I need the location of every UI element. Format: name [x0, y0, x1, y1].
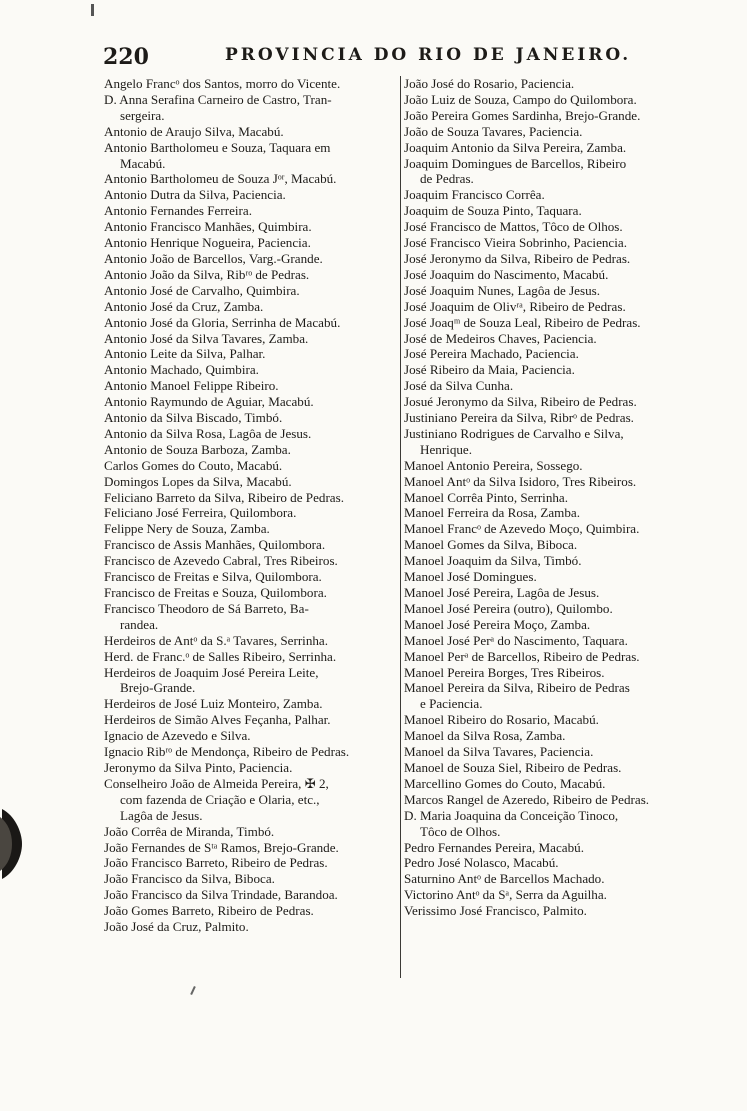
entry-line: João Corrêa de Miranda, Timbó. [104, 823, 275, 839]
entry-line: Herdeiros de Joaquim José Pereira Leite, [104, 664, 319, 680]
entry-line: Antonio José de Carvalho, Quimbira. [104, 282, 300, 298]
directory-entry [404, 840, 711, 856]
entry-line: Francisco de Freitas e Souza, Quilombora. [104, 585, 327, 600]
entry-line: Manoel José Domingues. [404, 569, 537, 585]
entry-line: Antonio José da Gloria, Serrinha de Macabú. [104, 314, 341, 330]
entry-line: Verissimo José Francisco, Palmito. [404, 903, 587, 919]
entry-line: Antonio da Silva Biscado, Timbó. [104, 410, 283, 426]
entry-line: João José da Cruz, Palmito. [104, 919, 249, 935]
entry-continuation: Macabú. [120, 155, 166, 171]
page-speck [190, 986, 196, 995]
directory-entry [104, 521, 398, 537]
entry-line: Marcellino Gomes do Couto, Macabú. [404, 775, 606, 791]
entry-line: Ignacio de Azevedo e Silva. [104, 728, 251, 744]
directory-entry [104, 855, 398, 871]
entry-line: Marcos Rangel de Azeredo, Ribeiro de Pedras. [404, 791, 650, 807]
right-column [404, 76, 711, 919]
entry-line: Herdeiros de Antᵒ da S.ᵃ Tavares, Serrinha. [104, 632, 328, 648]
entry-line: José Ribeiro da Maia, Paciencia. [404, 362, 575, 378]
directory-entry [104, 537, 398, 553]
directory-entry [404, 92, 711, 108]
directory-entry [104, 378, 398, 394]
directory-entry [404, 124, 711, 140]
entry-line: Joaquim Domingues de Barcellos, Ribeiro [404, 155, 627, 171]
directory-entry [404, 728, 711, 744]
directory-entry [404, 553, 711, 569]
entry-line: Francisco Theodoro de Sá Barreto, Ba- [104, 600, 309, 616]
entry-line: Antonio Dutra da Silva, Paciencia. [104, 187, 286, 203]
entry-line: Manoel Gomes da Silva, Biboca. [404, 537, 578, 553]
entry-line: João Gomes Barreto, Ribeiro de Pedras. [104, 903, 314, 919]
entry-continuation: e Paciencia. [420, 696, 483, 712]
entry-line: João Pereira Gomes Sardinha, Brejo-Grande. [404, 107, 641, 123]
directory-entry [404, 156, 711, 188]
directory-entry [404, 792, 711, 808]
directory-entry [404, 855, 711, 871]
directory-entry [404, 283, 711, 299]
entry-line: Antonio Fernandes Ferreira. [104, 203, 252, 219]
running-title: PROVINCIA DO RIO DE JANEIRO. [225, 45, 632, 65]
entry-line: Herdeiros de Simão Alves Feçanha, Palhar. [104, 712, 331, 728]
left-column [104, 76, 398, 935]
entry-line: Feliciano Barreto da Silva, Ribeiro de Pedras. [104, 489, 344, 505]
entry-line: José Joaquim de Olivʳᵃ, Ribeiro de Pedras. [404, 298, 626, 314]
entry-line: José de Medeiros Chaves, Paciencia. [404, 330, 597, 346]
entry-line: Pedro Fernandes Pereira, Macabú. [404, 839, 584, 855]
directory-entry [404, 299, 711, 315]
directory-entry [104, 267, 398, 283]
entry-line: Herd. de Franc.ᵒ de Salles Ribeiro, Serrinha. [104, 648, 337, 664]
directory-entry [404, 474, 711, 490]
entry-line: Antonio de Souza Barboza, Zamba. [104, 441, 291, 457]
entry-continuation: com fazenda de Criação e Olaria, etc., [120, 791, 320, 807]
directory-entry [104, 251, 398, 267]
entry-line: Antonio Raymundo de Aguiar, Macabú. [104, 394, 314, 410]
entry-line: Manoel Antonio Pereira, Sossego. [404, 457, 583, 473]
directory-entry [404, 680, 711, 712]
entry-line: Jeronymo da Silva Pinto, Paciencia. [104, 759, 293, 775]
directory-entry [104, 283, 398, 299]
entry-line: Manoel Perᵃ de Barcellos, Ribeiro de Pedras. [404, 648, 640, 664]
directory-entry [104, 887, 398, 903]
directory-entry [404, 808, 711, 840]
entry-line: Antonio Machado, Quimbira. [104, 362, 259, 378]
entry-line: Manoel Francᵒ de Azevedo Moço, Quimbira. [404, 521, 640, 537]
entry-line: Feliciano José Ferreira, Quilombora. [104, 505, 297, 521]
directory-entry [404, 649, 711, 665]
entry-line: Manoel Pereira da Silva, Ribeiro de Pedras [404, 680, 630, 696]
entry-line: João José do Rosario, Paciencia. [404, 76, 575, 91]
directory-entry [104, 760, 398, 776]
entry-line: José Jeronymo da Silva, Ribeiro de Pedras. [404, 250, 631, 266]
directory-entry [104, 331, 398, 347]
entry-line: Antonio Bartholomeu de Souza Jᵒʳ, Macabú. [104, 171, 337, 187]
directory-entry [104, 426, 398, 442]
entry-continuation: de Pedras. [420, 171, 474, 187]
directory-entry [104, 362, 398, 378]
directory-entry [404, 537, 711, 553]
directory-entry [404, 760, 711, 776]
binding-shadow [0, 805, 28, 883]
directory-entry [104, 776, 398, 824]
entry-line: Josué Jeronymo da Silva, Ribeiro de Pedras. [404, 394, 637, 410]
entry-line: Manoel Antᵒ da Silva Isidoro, Tres Ribeiros. [404, 473, 637, 489]
entry-line: José Joaquim do Nascimento, Macabú. [404, 266, 609, 282]
directory-entry [404, 203, 711, 219]
entry-line: Joaquim de Souza Pinto, Taquara. [404, 203, 582, 219]
directory-entry [404, 76, 711, 92]
entry-line: D. Maria Joaquina da Conceição Tinoco, [404, 807, 619, 823]
entry-line: Conselheiro João de Almeida Pereira, ✠ 2, [104, 775, 329, 791]
directory-entry [104, 871, 398, 887]
directory-entry [404, 410, 711, 426]
entry-line: Justiniano Rodrigues de Carvalho e Silva, [404, 425, 624, 441]
entry-line: Francisco de Azevedo Cabral, Tres Ribeiros. [104, 553, 338, 569]
directory-entry [404, 505, 711, 521]
page-number: 220 [103, 44, 149, 70]
directory-entry [404, 585, 711, 601]
entry-line: Manoel da Silva Rosa, Zamba. [404, 728, 566, 744]
directory-entry [104, 187, 398, 203]
entry-continuation: Henrique. [420, 441, 472, 457]
entry-line: Manoel Ferreira da Rosa, Zamba. [404, 505, 580, 521]
entry-line: Manoel da Silva Tavares, Paciencia. [404, 744, 594, 760]
directory-entry [404, 267, 711, 283]
entry-line: Manoel José Pereira Moço, Zamba. [404, 616, 591, 632]
entry-continuation: randea. [120, 616, 159, 632]
entry-line: Manoel de Souza Siel, Ribeiro de Pedras. [404, 759, 622, 775]
entry-line: José Francisco de Mattos, Tôco de Olhos. [404, 219, 623, 235]
directory-entry [404, 903, 711, 919]
directory-entry [104, 601, 398, 633]
directory-entry [404, 490, 711, 506]
entry-line: Manoel Joaquim da Silva, Timbó. [404, 553, 582, 569]
entry-line: José Joaquim Nunes, Lagôa de Jesus. [404, 282, 601, 298]
entry-line: Justiniano Pereira da Silva, Ribrᵒ de Pedras. [404, 410, 634, 426]
directory-entry [104, 203, 398, 219]
directory-entry [404, 887, 711, 903]
directory-entry [104, 633, 398, 649]
directory-entry [104, 712, 398, 728]
entry-line: José da Silva Cunha. [404, 378, 514, 394]
entry-line: João de Souza Tavares, Paciencia. [404, 123, 583, 139]
directory-entry [104, 235, 398, 251]
entry-line: Felippe Nery de Souza, Zamba. [104, 521, 270, 537]
directory-entry [404, 633, 711, 649]
entry-line: Joaquim Antonio da Silva Pereira, Zamba. [404, 139, 627, 155]
directory-entry [404, 362, 711, 378]
directory-entry [404, 235, 711, 251]
page-speck [91, 4, 94, 16]
column-divider [400, 76, 401, 978]
directory-entry [104, 124, 398, 140]
directory-entry [404, 712, 711, 728]
entry-line: Antonio Leite da Silva, Palhar. [104, 346, 266, 362]
directory-entry [104, 219, 398, 235]
directory-entry [404, 251, 711, 267]
directory-entry [404, 219, 711, 235]
directory-entry [104, 744, 398, 760]
directory-entry [104, 299, 398, 315]
directory-entry [404, 617, 711, 633]
directory-entry [404, 569, 711, 585]
directory-entry [104, 490, 398, 506]
directory-entry [404, 871, 711, 887]
entry-line: Victorino Antᵒ da Sᵃ, Serra da Aguilha. [404, 887, 607, 903]
directory-entry [404, 187, 711, 203]
entry-line: Antonio João da Silva, Ribʳᵒ de Pedras. [104, 266, 310, 282]
directory-entry [104, 458, 398, 474]
directory-entry [104, 442, 398, 458]
entry-line: Antonio Henrique Nogueira, Paciencia. [104, 235, 311, 251]
entry-line: D. Anna Serafina Carneiro de Castro, Tran- [104, 91, 332, 107]
directory-entry [104, 649, 398, 665]
directory-entry [104, 903, 398, 919]
entry-line: Ignacio Ribʳᵒ de Mendonça, Ribeiro de Pedras. [104, 744, 350, 760]
entry-line: Antonio José da Cruz, Zamba. [104, 298, 264, 314]
directory-entry [104, 585, 398, 601]
entry-line: Antonio José da Silva Tavares, Zamba. [104, 330, 309, 346]
entry-line: João Francisco da Silva Trindade, Barandoa. [104, 887, 338, 903]
directory-entry [404, 426, 711, 458]
directory-entry [104, 665, 398, 697]
entry-line: João Francisco Barreto, Ribeiro de Pedras. [104, 855, 328, 871]
entry-line: Manoel José Pereira, Lagôa de Jesus. [404, 585, 600, 600]
entry-line: Manoel José Pereira (outro), Quilombo. [404, 600, 613, 616]
entry-continuation: sergeira. [120, 107, 165, 123]
entry-continuation: Tôco de Olhos. [420, 823, 501, 839]
entry-line: João Francisco da Silva, Biboca. [104, 871, 275, 887]
directory-entry [104, 824, 398, 840]
entry-line: Antonio Francisco Manhães, Quimbira. [104, 219, 312, 235]
directory-entry [404, 346, 711, 362]
entry-line: Manoel Corrêa Pinto, Serrinha. [404, 489, 568, 505]
entry-line: José Joaqᵐ de Souza Leal, Ribeiro de Pedras. [404, 314, 641, 330]
directory-entry [404, 776, 711, 792]
entry-line: Francisco de Assis Manhães, Quilombora. [104, 537, 326, 553]
entry-continuation: Brejo-Grande. [120, 680, 196, 696]
entry-line: Herdeiros de José Luiz Monteiro, Zamba. [104, 696, 323, 712]
entry-line: José Francisco Vieira Sobrinho, Paciencia. [404, 235, 627, 251]
directory-entry [104, 410, 398, 426]
entry-line: Saturnino Antᵒ de Barcellos Machado. [404, 871, 605, 887]
entry-line: João Fernandes de Sᵗᵃ Ramos, Brejo-Grande. [104, 839, 339, 855]
entry-line: Manoel Ribeiro do Rosario, Macabú. [404, 712, 599, 728]
directory-entry [404, 458, 711, 474]
directory-entry [404, 521, 711, 537]
directory-entry [104, 840, 398, 856]
entry-line: Angelo Francᵒ dos Santos, morro do Vicente. [104, 76, 341, 91]
directory-entry [104, 569, 398, 585]
directory-entry [404, 378, 711, 394]
directory-entry [104, 76, 398, 92]
entry-line: José Pereira Machado, Paciencia. [404, 346, 579, 362]
directory-entry [104, 140, 398, 172]
entry-line: Domingos Lopes da Silva, Macabú. [104, 473, 292, 489]
directory-entry [104, 474, 398, 490]
entry-line: Antonio de Araujo Silva, Macabú. [104, 123, 284, 139]
entry-line: Manoel José Perᵃ do Nascimento, Taquara. [404, 632, 628, 648]
entry-line: Antonio Bartholomeu e Souza, Taquara em [104, 139, 331, 155]
directory-entry [404, 665, 711, 681]
directory-entry [104, 696, 398, 712]
directory-entry [104, 315, 398, 331]
directory-entry [404, 394, 711, 410]
directory-entry [404, 315, 711, 331]
directory-entry [404, 140, 711, 156]
directory-entry [104, 171, 398, 187]
entry-continuation: Lagôa de Jesus. [120, 807, 203, 823]
entry-line: Manoel Pereira Borges, Tres Ribeiros. [404, 664, 605, 680]
directory-entry [104, 728, 398, 744]
entry-line: Antonio Manoel Felippe Ribeiro. [104, 378, 279, 394]
entry-line: Francisco de Freitas e Silva, Quilombora. [104, 569, 322, 585]
directory-entry [404, 744, 711, 760]
directory-entry [404, 108, 711, 124]
directory-entry [104, 505, 398, 521]
entry-line: Carlos Gomes do Couto, Macabú. [104, 457, 283, 473]
directory-entry [404, 331, 711, 347]
directory-entry [104, 346, 398, 362]
directory-entry [104, 553, 398, 569]
directory-entry [104, 92, 398, 124]
entry-line: Joaquim Francisco Corrêa. [404, 187, 545, 203]
directory-entry [404, 601, 711, 617]
entry-line: João Luiz de Souza, Campo do Quilombora. [404, 91, 637, 107]
directory-entry [104, 919, 398, 935]
entry-line: Antonio da Silva Rosa, Lagôa de Jesus. [104, 425, 312, 441]
entry-line: Antonio João de Barcellos, Varg.-Grande. [104, 250, 323, 266]
directory-entry [104, 394, 398, 410]
entry-line: Pedro José Nolasco, Macabú. [404, 855, 559, 871]
